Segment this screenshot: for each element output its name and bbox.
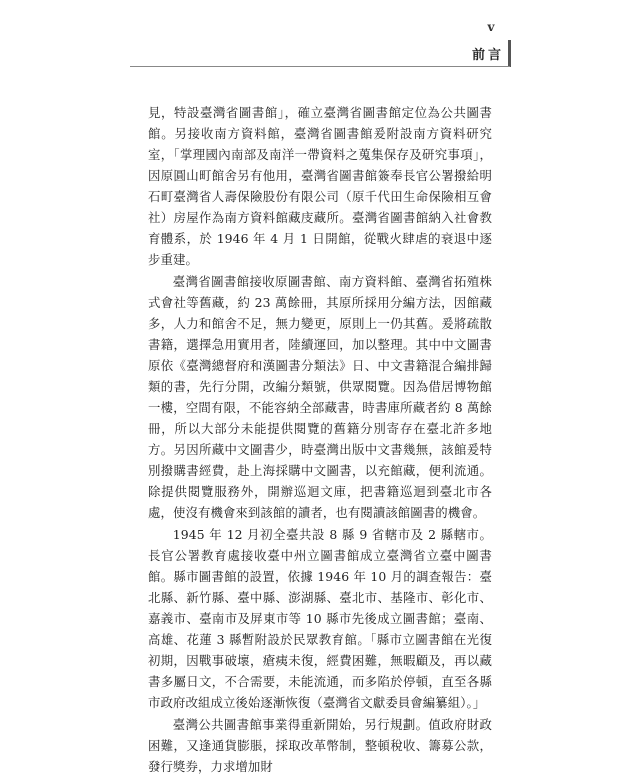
running-header-section: 前言 <box>471 48 504 63</box>
paragraph-continuation: 見，特設臺灣省圖書館」，確立臺灣省圖書館定位為公共圖書館。另接收南方資料館，臺灣省圖書館爰附設南方資料研究室，「掌理國內南部及南洋一帶資料之蒐集保存及研究事項」，因原圓山町館舍另有他用，臺灣省圖書館簽奉長官公署撥給明石町臺灣省人壽保險股份有限公司（原千代田生命保險相互會社）房屋作為南方資料館藏庋藏所。臺灣省圖書館納入社會教育體系，於 1946 年 4 月 1 日開館，從戰火肆虐的衰退中逐步重建。 <box>148 105 492 267</box>
body-text <box>148 102 492 777</box>
paragraph: 1945 年 12 月初全臺共設 8 縣 9 省轄市及 2 縣轄市。長官公署教育處接收臺中州立圖書館成立臺灣省立臺中圖書館。縣市圖書館的設置，依據 1946 年 10 月的調查報告：臺北縣、新竹縣、臺中縣、澎湖縣、臺北市、基隆市、彰化市、嘉義市、臺南市及屏東市等 10 縣市先後成立圖書館；臺南、高雄、花蓮 3 縣暫附設於民眾教育館。「縣市立圖書館在光復初期，因戰事破壞，瘡痍未復，經費困難，無暇顧及，再以藏書多屬日文，不合需要，未能流通，而多陷於停頓，直至各縣市政府改組成立後始逐漸恢復（臺灣省文獻委員會編纂組）。」 <box>148 527 492 710</box>
paragraph: 臺灣公共圖書館事業得重新開始，另行規劃。值政府財政困難，又逢通貨膨脹，採取改革幣制，整頓稅收、籌募公款，發行獎券，力求增加財 <box>148 717 492 774</box>
header-rule <box>130 66 510 67</box>
page-number: v <box>487 20 495 34</box>
paragraph: 臺灣省圖書館接收原圖書館、南方資料館、臺灣省拓殖株式會社等舊藏，約 23 萬餘冊，其原所採用分編方法，因館藏多，人力和館舍不足，無力變更，原則上一仍其舊。爰將疏散書籍，選擇急用實用者，陸續運回，加以整理。其中中文圖書原依《臺灣總督府和漢圖書分類法》日、中文書籍混合編排歸類的書，先行分開，改編分類號，供眾閱覽。因為借居博物館一樓，空間有限，不能容納全部藏書，時書庫所藏者約 8 萬餘冊，所以大部分未能提供閱覽的舊籍分別寄存在臺北許多地方。另因所藏中文圖書少，時臺灣出版中文書幾無，該館爰特別撥購書經費，赴上海採購中文圖書，以充館藏，便利流通。除提供閱覽服務外，開辦巡迴文庫，把書籍巡迴到臺北市各處，使沒有機會來到該館的讀者，也有閱讀該館圖書的機會。 <box>148 274 492 520</box>
